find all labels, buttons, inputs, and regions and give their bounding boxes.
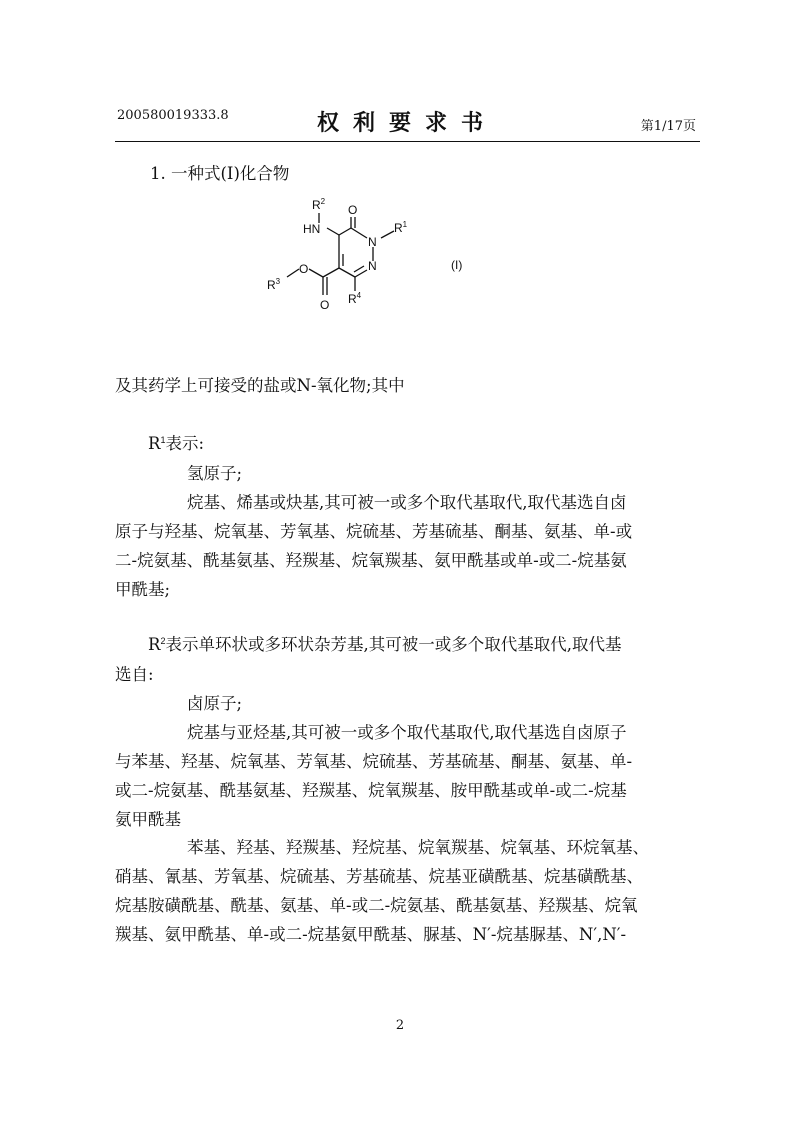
atom-r2: $R^2$ — [312, 197, 326, 212]
atom-n1: N — [368, 235, 377, 249]
r1-heading: $R^1$表示: — [148, 434, 205, 453]
r1-option-alkyl-line: 原子与羟基、烷氧基、芳氧基、烷硫基、芳基硫基、酮基、氨基、单-或 — [115, 522, 633, 541]
page-indicator: 第1/17页 — [640, 119, 696, 134]
atom-hn: HN — [303, 222, 321, 236]
r1-option-hydrogen: 氢原子; — [187, 464, 243, 483]
r2-option-halogen: 卤原子; — [187, 694, 243, 713]
application-number: 200580019333.8 — [117, 108, 229, 123]
r2-option-alkyl-line: 氨甲酰基 — [115, 810, 181, 829]
document-title: 权利要求书 — [316, 110, 497, 136]
chemical-structure — [255, 195, 515, 330]
r2-option-alkyl-line: 烷基与亚烃基,其可被一或多个取代基取代,取代基选自卤原子 — [187, 723, 627, 742]
salts-line: 及其药学上可接受的盐或N-氧化物;其中 — [115, 376, 405, 395]
claim-intro: 1. 一种式(I)化合物 — [150, 164, 290, 183]
r2-option-misc-line: 羰基、氨甲酰基、单-或二-烷基氨甲酰基、脲基、N′-烷基脲基、N′,N′- — [115, 925, 627, 944]
atom-r3: $R^3$ — [267, 277, 281, 292]
r2-option-misc-line: 苯基、羟基、羟羰基、羟烷基、烷氧羰基、烷氧基、环烷氧基、 — [187, 838, 649, 857]
r1-option-alkyl-line: 烷基、烯基或炔基,其可被一或多个取代基取代,取代基选自卤 — [187, 493, 627, 512]
formula-label: (I) — [451, 258, 463, 272]
atom-n2: N — [368, 259, 377, 273]
atom-r4: $R^4$ — [348, 291, 362, 306]
r1-option-alkyl-line: 二-烷氨基、酰基氨基、羟羰基、烷氧羰基、氨甲酰基或单-或二-烷基氨 — [115, 551, 627, 570]
r2-option-alkyl-line: 与苯基、羟基、烷氧基、芳氧基、烷硫基、芳基硫基、酮基、氨基、单- — [115, 752, 633, 771]
r1-option-alkyl-line: 甲酰基; — [115, 580, 171, 599]
atom-o-ester: O — [299, 262, 309, 276]
atom-o-top: O — [348, 203, 358, 217]
r2-option-misc-line: 烷基胺磺酰基、酰基、氨基、单-或二-烷氨基、酰基氨基、羟羰基、烷氧 — [115, 896, 638, 915]
r2-option-alkyl-line: 或二-烷氨基、酰基氨基、羟羰基、烷氧羰基、胺甲酰基或单-或二-烷基 — [115, 781, 627, 800]
r2-heading: $R^2$表示单环状或多环状杂芳基,其可被一或多个取代基取代,取代基 — [148, 635, 622, 654]
header-rule — [115, 141, 700, 142]
atom-o-carbonyl: O — [320, 298, 330, 312]
r2-option-misc-line: 硝基、氰基、芳氧基、烷硫基、芳基硫基、烷基亚磺酰基、烷基磺酰基、 — [115, 867, 643, 886]
footer-page-number: 2 — [395, 1018, 405, 1033]
atom-r1: $R^1$ — [394, 220, 408, 235]
r2-heading-continued: 选自: — [115, 665, 154, 684]
